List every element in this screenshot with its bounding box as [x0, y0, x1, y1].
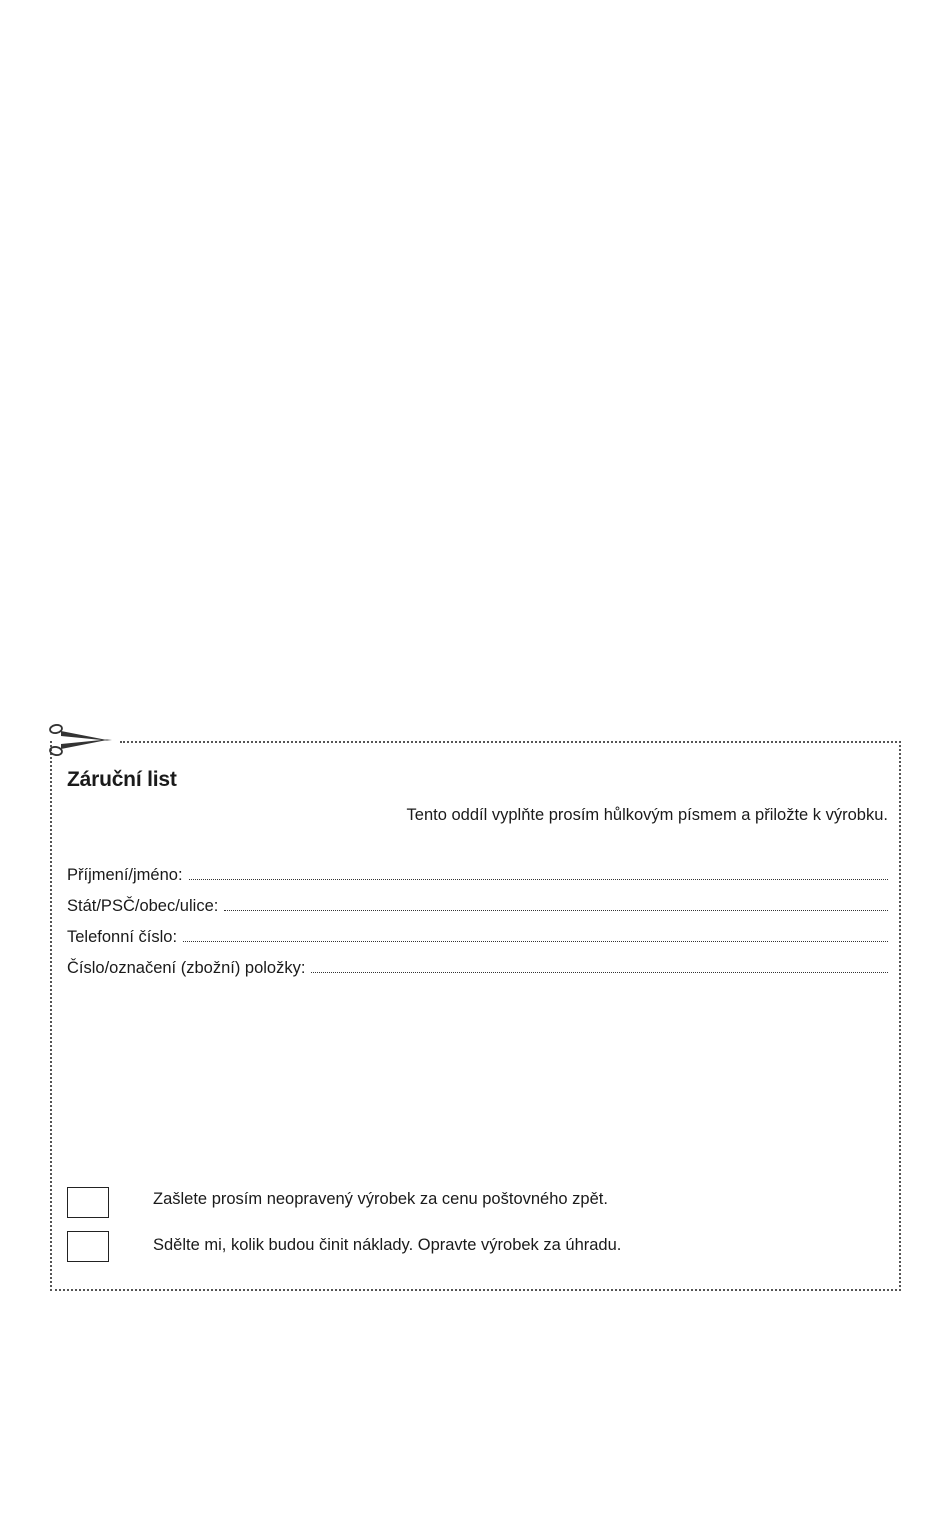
write-line[interactable]: [224, 896, 888, 911]
cut-line: [120, 741, 901, 743]
phone-field[interactable]: [67, 927, 888, 949]
field-label: Stát/PSČ/obec/ulice:: [67, 897, 219, 915]
write-line[interactable]: [183, 927, 888, 942]
card-title: Záruční list: [67, 768, 177, 791]
field-label: Číslo/označení (zbožní) položky:: [67, 959, 306, 977]
surname-name-field[interactable]: [67, 865, 888, 887]
field-label: Příjmení/jméno:: [67, 866, 183, 884]
return-unrepaired-label: Zašlete prosím neopravený výrobek za cenu poštovného zpět.: [153, 1190, 608, 1208]
repair-for-fee-checkbox[interactable]: [67, 1231, 109, 1262]
return-unrepaired-checkbox[interactable]: [67, 1187, 109, 1218]
item-number-field[interactable]: [67, 958, 888, 980]
write-line[interactable]: [311, 958, 888, 973]
write-line[interactable]: [189, 865, 888, 880]
fill-instruction: Tento oddíl vyplňte prosím hůlkovým písmem a přiložte k výrobku.: [406, 806, 888, 824]
address-field[interactable]: [67, 896, 888, 918]
field-label: Telefonní číslo:: [67, 928, 178, 946]
repair-for-fee-label: Sdělte mi, kolik budou činit náklady. Opravte výrobek za úhradu.: [153, 1236, 622, 1254]
scissors-icon: [46, 720, 116, 760]
